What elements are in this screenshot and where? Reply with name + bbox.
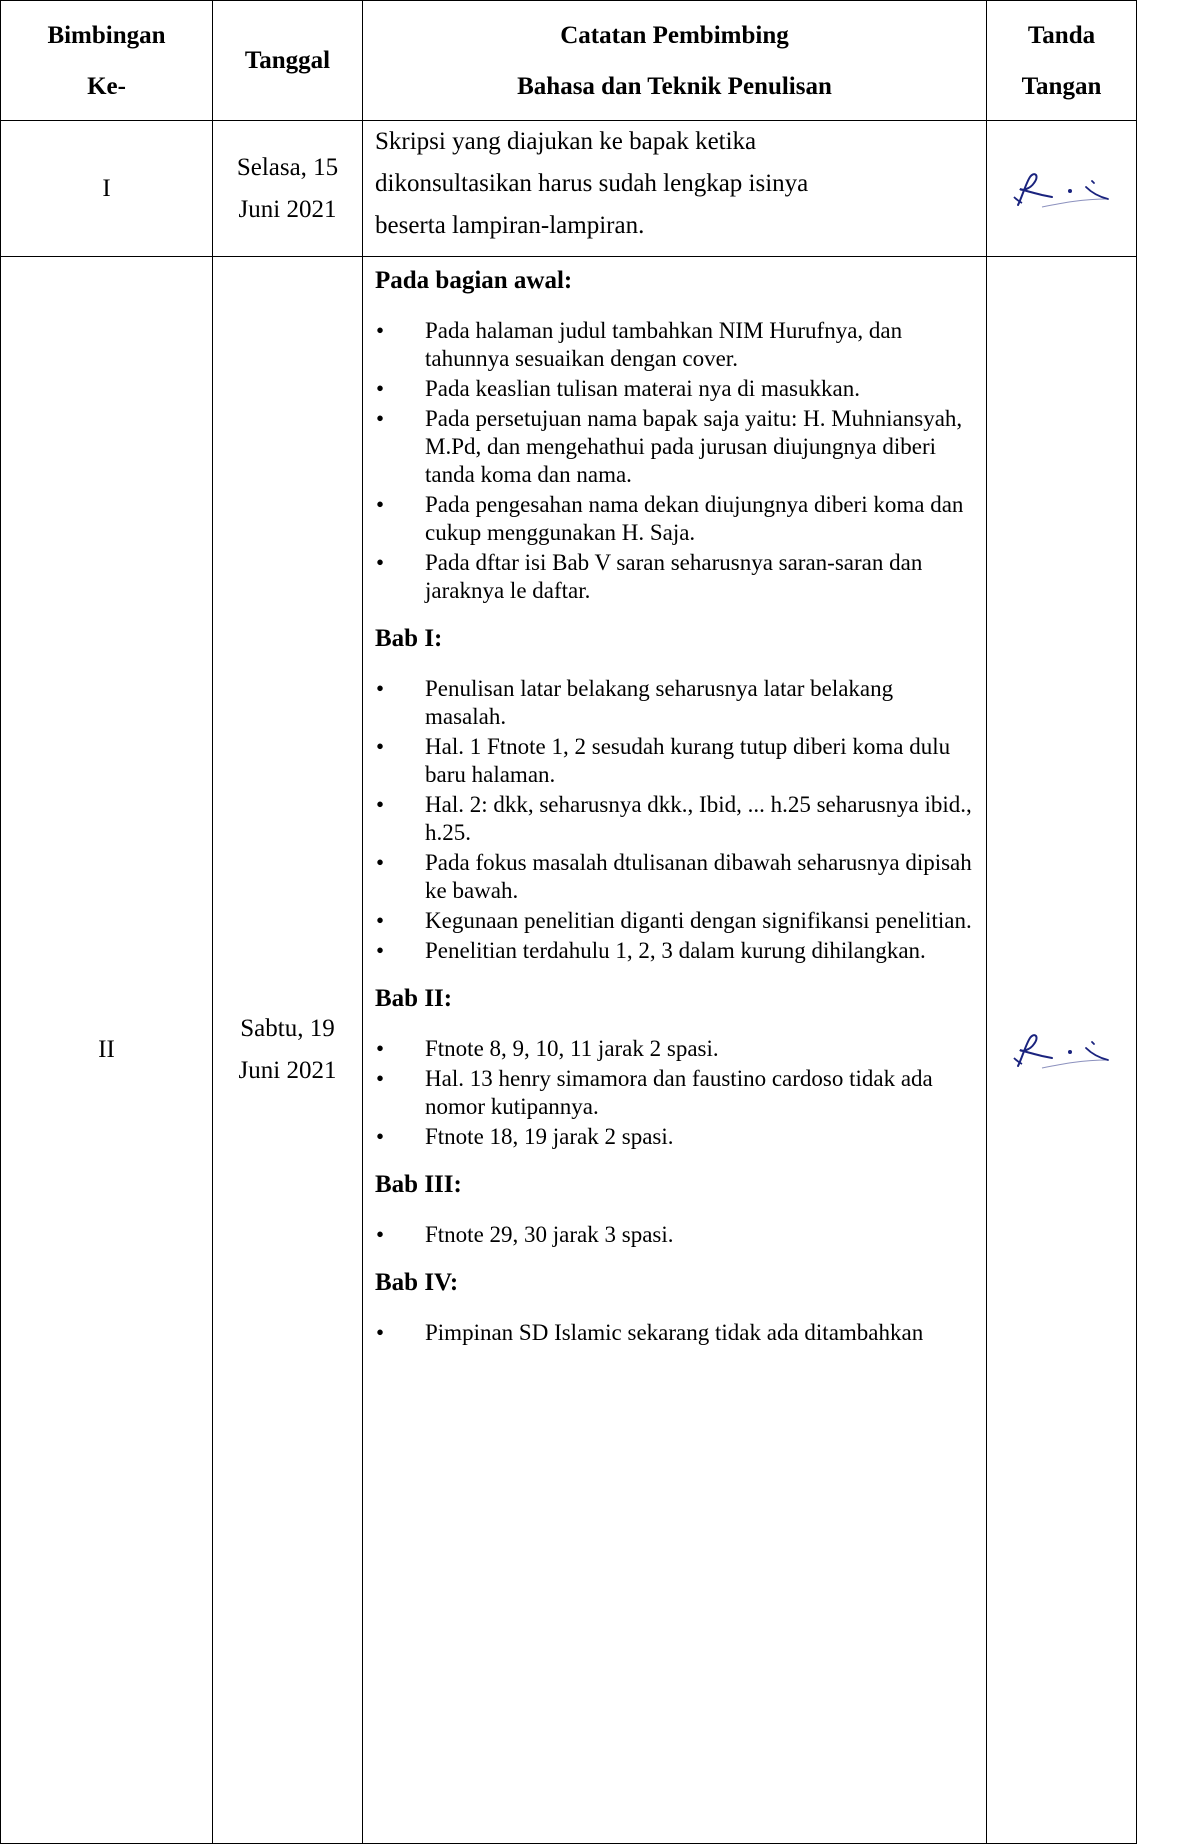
header-notes [363,1,987,121]
list-item: • Pada dftar isi Bab V saran seharusnya saran-saran dan jaraknya le daftar. [375,549,976,605]
bullet-list [375,317,976,605]
session-number: I [1,121,213,257]
list-item: • Hal. 13 henry simamora dan faustino cardoso tidak ada nomor kutipannya. [375,1065,976,1121]
session-date [213,121,363,257]
handwritten-signature-image [1012,1030,1112,1070]
header-signature [987,1,1137,121]
list-item: • Ftnote 18, 19 jarak 2 spasi. [375,1123,976,1151]
header-signature-label-1: Tanda [1027,21,1096,49]
section-title: Bab II: [375,985,453,1012]
section-title: Pada bagian awal: [375,267,573,294]
list-item: • Penelitian terdahulu 1, 2, 3 dalam kurung dihilangkan. [375,937,976,965]
note-line: dikonsultasikan harus sudah lengkap isinya [375,170,809,197]
table-row [1,257,1137,1844]
list-item: • Ftnote 8, 9, 10, 11 jarak 2 spasi. [375,1035,976,1063]
date-line: Juni 2021 [238,195,337,223]
list-item: • Penulisan latar belakang seharusnya latar belakang masalah. [375,675,976,731]
header-date: Tanggal [213,1,363,121]
date-line: Juni 2021 [238,1057,337,1084]
header-signature-label-2: Tangan [1021,72,1102,100]
session-notes [363,121,987,257]
section-title: Bab III: [375,1171,462,1198]
note-line: beserta lampiran-lampiran. [375,212,645,239]
session-number: II [1,257,213,1844]
header-row [1,1,1137,121]
list-item: • Pada persetujuan nama bapak saja yaitu: H. Muhniansyah, M.Pd, dan mengehathui pada jurusan diujungnya diberi tanda koma dan nama. [375,405,976,489]
list-item: • Hal. 2: dkk, seharusnya dkk., Ibid, ... h.25 seharusnya ibid., h.25. [375,791,976,847]
list-item: • Hal. 1 Ftnote 1, 2 sesudah kurang tutup diberi koma dulu baru halaman. [375,733,976,789]
notes-section [375,1165,976,1249]
list-item: • Pada pengesahan nama dekan diujungnya diberi koma dan cukup menggunakan H. Saja. [375,491,976,547]
list-item: • Pada keaslian tulisan materai nya di masukkan. [375,375,976,403]
bullet-list [375,1035,976,1151]
signature-cell [987,257,1137,1844]
bullet-list [375,675,976,965]
header-session-label-1: Bimbingan [47,21,166,49]
note-line: Skripsi yang diajukan ke bapak ketika [375,128,757,155]
table-row [1,121,1137,257]
list-item: • Kegunaan penelitian diganti dengan signifikansi penelitian. [375,907,976,935]
notes-section [375,261,976,605]
section-title: Bab IV: [375,1269,459,1296]
header-session-label-2: Ke- [87,72,126,100]
date-line: Selasa, 15 [236,153,339,181]
notes-section [375,619,976,965]
list-item: • Pada fokus masalah dtulisanan dibawah seharusnya dipisah ke bawah. [375,849,976,905]
signature-cell [987,121,1137,257]
header-session-number [1,1,213,121]
session-date [213,257,363,1844]
date-line: Sabtu, 19 [240,1015,335,1042]
section-title: Bab I: [375,625,443,652]
handwritten-signature-image [1012,169,1112,209]
notes-section [375,979,976,1151]
bullet-list [375,1221,976,1249]
header-notes-label-1: Catatan Pembimbing [560,21,789,49]
list-item: • Pimpinan SD Islamic sekarang tidak ada ditambahkan [375,1319,976,1347]
header-notes-label-2: Bahasa dan Teknik Penulisan [517,72,832,100]
notes-section [375,1263,976,1347]
bullet-list [375,1319,976,1347]
list-item: • Ftnote 29, 30 jarak 3 spasi. [375,1221,976,1249]
list-item: • Pada halaman judul tambahkan NIM Hurufnya, dan tahunnya sesuaikan dengan cover. [375,317,976,373]
session-notes [363,257,987,1844]
